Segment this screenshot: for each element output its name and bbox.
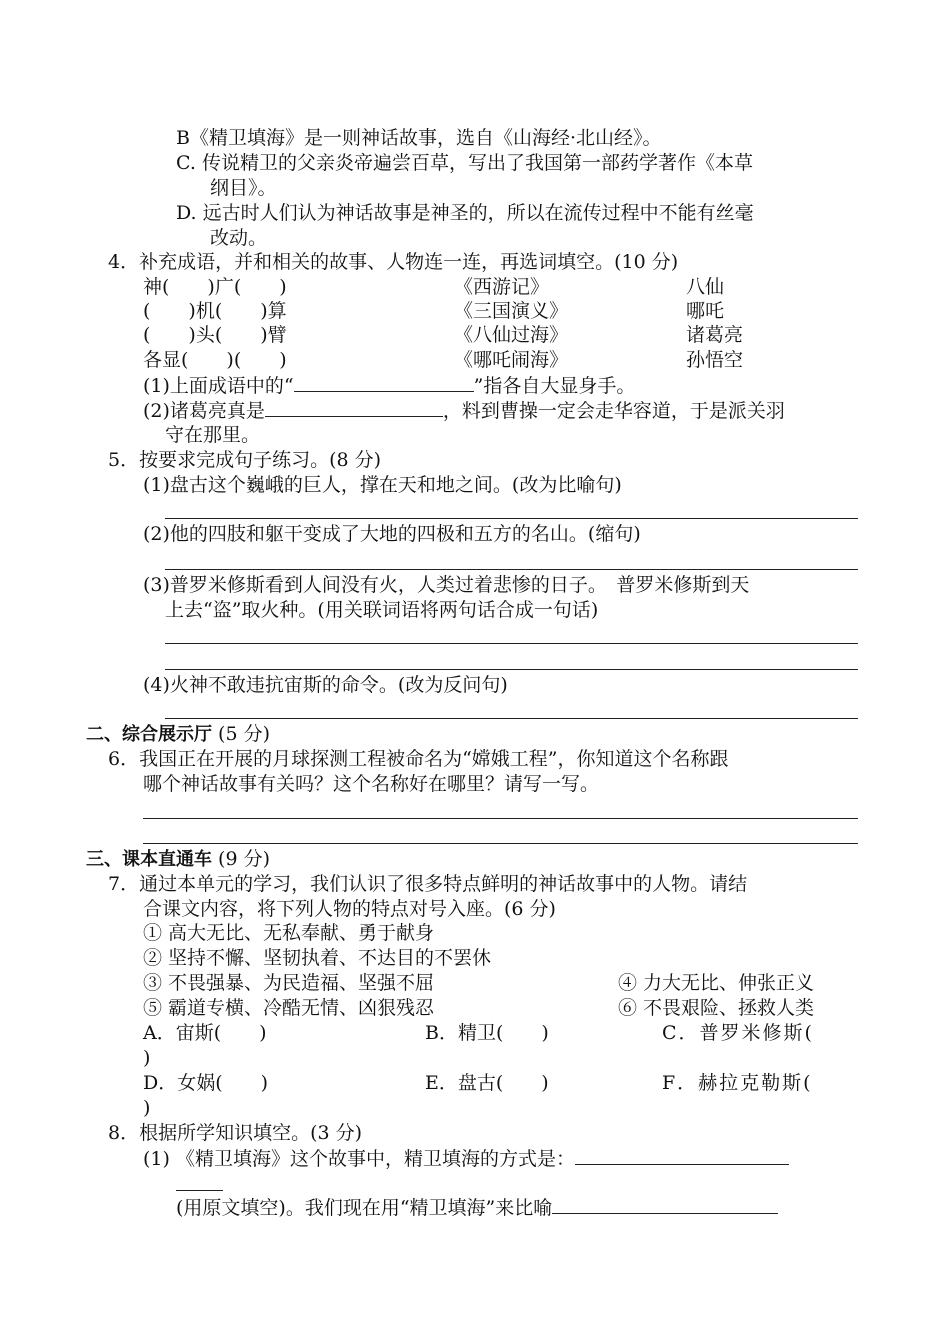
q3-option-c-cont: 纲目》。: [210, 177, 277, 199]
q3-option-d: D. 远古时人们认为神话故事是神圣的，所以在流传过程中不能有丝毫: [176, 202, 754, 224]
q4-idiom[interactable]: ( )头( )臂: [143, 324, 287, 346]
trait-item: ⑤ 霸道专横、冷酷无情、凶狠残忍: [143, 997, 435, 1019]
q8-part-1-blank-cont[interactable]: [176, 1190, 223, 1191]
q4-idiom[interactable]: ( )机( )算: [143, 300, 287, 322]
q8-part-2-text: (用原文填空)。我们现在用“精卫填海”来比喻: [176, 1197, 553, 1219]
q4-story: 《西游记》: [454, 276, 550, 298]
character-item[interactable]: D．女娲( ): [143, 1072, 269, 1094]
q6-stem-cont: 哪个神话故事有关吗？这个名称好在哪里？请写一写。: [143, 773, 600, 795]
section-3-title: 三、课本直通车: [86, 849, 212, 870]
trait-item: ② 坚持不懈、坚韧执着、不达目的不罢休: [143, 947, 492, 969]
q5-stem: 5．按要求完成句子练习。(8 分): [108, 449, 382, 471]
q3-option-d-cont: 改动。: [210, 227, 268, 249]
q4-fill-2-post: ，料到曹操一定会走华容道，于是派关羽: [442, 400, 785, 422]
q4-fill-2-cont: 守在那里。: [165, 424, 261, 446]
trait-item: ⑥ 不畏艰险、拯救人类: [618, 997, 815, 1019]
character-item[interactable]: F．赫拉克勒斯(: [662, 1072, 813, 1094]
q8-part-1-blank[interactable]: [575, 1146, 789, 1165]
q4-person: 孙悟空: [686, 349, 744, 371]
q4-idiom[interactable]: 各显( )( ): [143, 349, 287, 371]
q5-answer-line-2[interactable]: [165, 569, 858, 570]
q4-stem: 4．补充成语，并和相关的故事、人物连一连，再选词填空。(10 分): [108, 251, 679, 273]
q4-person: 八仙: [686, 276, 725, 298]
q8-part-2: [176, 1195, 778, 1220]
q5-sentence-3-cont: 上去“盗”取火种。(用关联词语将两句话合成一句话): [165, 599, 599, 621]
trait-item: ③ 不畏强暴、为民造福、坚强不屈: [143, 972, 435, 994]
q4-story: 《哪吒闹海》: [454, 349, 569, 371]
trait-item: ④ 力大无比、伸张正义: [618, 972, 815, 994]
q4-person: 诸葛亮: [686, 324, 744, 346]
q4-fill-2: [143, 398, 785, 423]
q4-fill-2-pre: (2)诸葛亮真是: [143, 400, 265, 422]
q4-fill-1-post: ”指各自大显身手。: [473, 375, 636, 397]
character-item[interactable]: C．普罗米修斯(: [662, 1022, 814, 1044]
section-2-score: (5 分): [212, 723, 270, 745]
q5-answer-line-3b[interactable]: [165, 669, 858, 670]
section-2-heading: [86, 722, 270, 747]
character-item[interactable]: A．宙斯( ): [143, 1022, 267, 1044]
character-close-paren: ): [143, 1047, 151, 1069]
q5-answer-line-4[interactable]: [165, 718, 858, 719]
q5-sentence-2: (2)他的四肢和躯干变成了大地的四极和五方的名山。(缩句): [143, 523, 641, 545]
q5-answer-line-1[interactable]: [165, 518, 858, 519]
q6-answer-line-1[interactable]: [143, 818, 858, 819]
q8-part-2-blank[interactable]: [552, 1195, 778, 1214]
q7-stem: 7．通过本单元的学习，我们认识了很多特点鲜明的神话故事中的人物。请结: [108, 873, 748, 895]
q4-person: 哪吒: [686, 300, 725, 322]
q5-sentence-3: (3)普罗米修斯看到人间没有火，人类过着悲惨的日子。 普罗米修斯到天: [143, 574, 750, 596]
q8-part-1-text: (1) 《精卫填海》这个故事中，精卫填海的方式是：: [143, 1148, 575, 1170]
q8-stem: 8．根据所学知识填空。(3 分): [108, 1122, 363, 1144]
q3-option-b: B《精卫填海》是一则神话故事，选自《山海经·北山经》。: [176, 127, 662, 149]
character-close-paren: ): [143, 1097, 151, 1119]
q4-fill-2-blank[interactable]: [265, 398, 443, 417]
character-item[interactable]: B．精卫( ): [425, 1022, 549, 1044]
q4-story: 《八仙过海》: [454, 324, 569, 346]
q4-story: 《三国演义》: [454, 300, 569, 322]
q4-idiom[interactable]: 神( )广( ): [143, 276, 287, 298]
q7-stem-cont: 合课文内容，将下列人物的特点对号入座。(6 分): [143, 898, 556, 920]
q5-answer-line-3a[interactable]: [165, 643, 858, 644]
trait-item: ① 高大无比、无私奉献、勇于献身: [143, 922, 435, 944]
q6-stem: 6．我国正在开展的月球探测工程被命名为“嫦娥工程”，你知道这个名称跟: [108, 748, 729, 770]
character-item[interactable]: E．盘古( ): [425, 1072, 549, 1094]
q8-part-1: [143, 1146, 789, 1171]
q5-sentence-1: (1)盘古这个巍峨的巨人，撑在天和地之间。(改为比喻句): [143, 474, 622, 496]
q4-fill-1-pre: (1)上面成语中的“: [143, 375, 294, 397]
section-3-heading: [86, 847, 270, 872]
section-3-score: (9 分): [212, 848, 270, 870]
q5-sentence-4: (4)火神不敢违抗宙斯的命令。(改为反问句): [143, 674, 508, 696]
q6-answer-line-2[interactable]: [143, 843, 858, 844]
q3-option-c: C. 传说精卫的父亲炎帝遍尝百草，写出了我国第一部药学著作《本草: [176, 152, 753, 174]
section-2-title: 二、综合展示厅: [86, 724, 212, 745]
q4-fill-1: [143, 373, 635, 398]
q4-fill-1-blank[interactable]: [294, 373, 474, 392]
